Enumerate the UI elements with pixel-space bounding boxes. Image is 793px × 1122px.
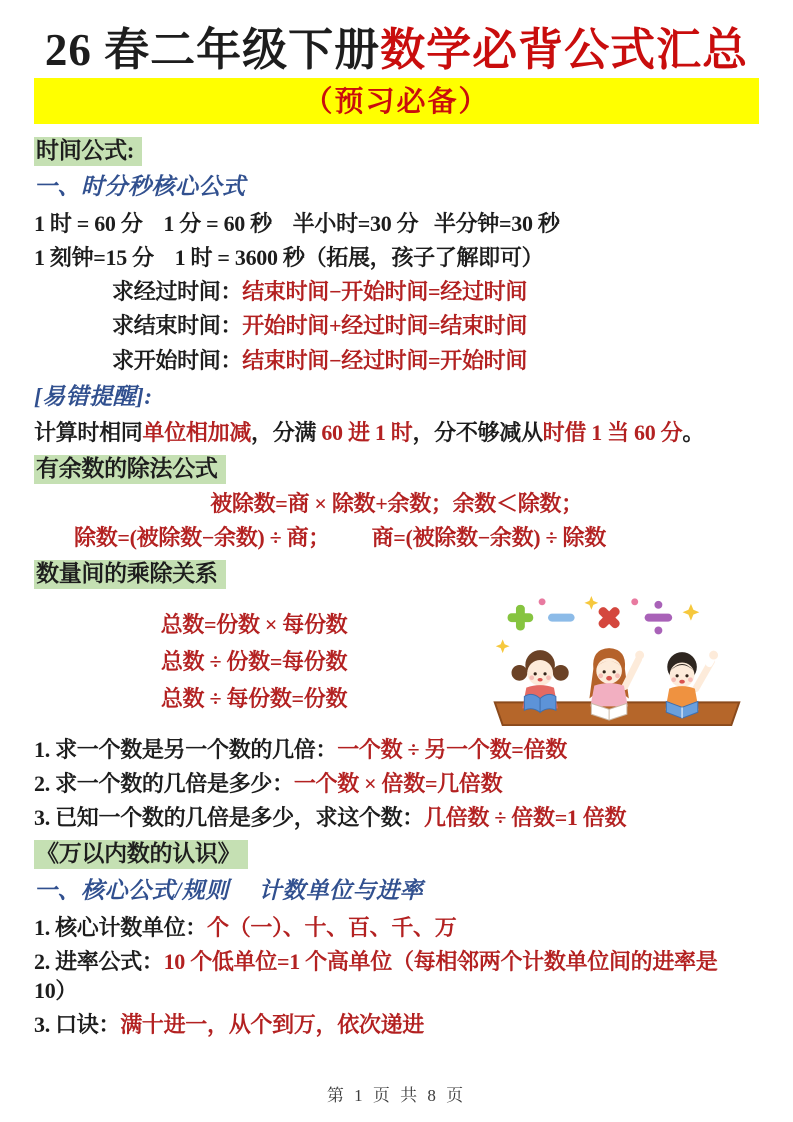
- formula-text: 除数=(被除数−余数) ÷ 商；: [74, 525, 330, 551]
- sparkle-icon: [631, 599, 638, 606]
- text-line: [34, 523, 759, 552]
- label-text: ，分不够减从: [412, 420, 543, 446]
- subsection-header: 一、核心公式/规则 计数单位与进率: [34, 878, 424, 904]
- formula-text: 结束时间−经过时间=开始时间: [242, 347, 528, 373]
- label-text: 计算时相同: [34, 420, 143, 446]
- section-header-chip: 有余数的除法公式: [34, 455, 226, 484]
- subtitle-bar: [34, 78, 759, 124]
- formula-text: 总数 ÷ 份数=每份数: [160, 648, 348, 674]
- section-header-chip: 《万以内数的认识》: [34, 840, 248, 869]
- figure-holder: [474, 592, 759, 730]
- label-text: 2. 进率公式：: [34, 949, 164, 975]
- subtitle-text: （预习必备）: [303, 85, 490, 118]
- section-header: [34, 559, 759, 589]
- divide-icon: [644, 601, 672, 635]
- content-blocks: [34, 136, 759, 1040]
- text-line: [34, 346, 759, 375]
- formula-text: 满十进一，从个到万，依次递进: [120, 1012, 425, 1038]
- formula-text: 60 进 1 时: [321, 420, 413, 446]
- label-text: 1. 核心计数单位：: [34, 915, 208, 941]
- sparkle-icon: [682, 604, 699, 621]
- text-line: [34, 311, 759, 340]
- text-line: [34, 769, 759, 798]
- text-line: [34, 277, 759, 306]
- text-line: [34, 418, 759, 447]
- formula-stack: [34, 606, 474, 717]
- label-text: [330, 525, 372, 550]
- formula-line: [34, 684, 474, 713]
- formula-text: 个（一）、十、百、千、万: [207, 915, 457, 941]
- plus-icon: [507, 605, 533, 631]
- label-text: 1 刻钟=15 分 1 时 = 3600 秒（拓展，孩子了解即可）: [34, 245, 544, 271]
- sparkle-icon: [538, 599, 545, 606]
- formula-text: 几倍数 ÷ 倍数=1 倍数: [424, 805, 627, 831]
- label-text: 2. 求一个数的几倍是多少：: [34, 771, 294, 797]
- label-text: ，分满: [251, 420, 322, 446]
- label-text: 10）: [34, 978, 78, 1004]
- formula-text: 商=(被除数−余数) ÷ 除数: [371, 525, 606, 551]
- section-header: [34, 136, 759, 166]
- formula-text: 被除数=商 × 除数+余数；余数＜除数；: [210, 491, 583, 517]
- label-text: 3. 已知一个数的几倍是多少，求这个数：: [34, 805, 425, 831]
- multiply-icon: [590, 600, 626, 636]
- page-footer: 第 1 页 共 8 页: [326, 1086, 467, 1105]
- children-math-illustration: [488, 592, 746, 730]
- formula-text: 10 个低单位=1 个高单位（每相邻两个计数单位间的进率是: [163, 949, 723, 975]
- section-header: [34, 454, 759, 484]
- page-title-red: 数学必背公式汇总: [380, 25, 749, 75]
- formula-text: 时借 1 当 60 分: [542, 420, 683, 446]
- formula-text: 结束时间−开始时间=经过时间: [242, 279, 528, 305]
- text-line: [34, 209, 759, 238]
- text-line: [34, 489, 759, 518]
- text-line: [34, 803, 759, 832]
- label-text: 3. 口诀：: [34, 1012, 121, 1038]
- formula-text: 一个数 × 倍数=几倍数: [293, 771, 503, 797]
- label-text: 1. 求一个数是另一个数的几倍：: [34, 737, 338, 763]
- text-line: [34, 947, 759, 1005]
- page-title-black: 26 春二年级下册: [44, 25, 381, 75]
- label-text: 求结束时间：: [112, 313, 243, 339]
- text-line: [34, 913, 759, 942]
- section-header: [34, 839, 759, 869]
- formula-text: 总数 ÷ 每份数=份数: [160, 685, 348, 711]
- label-text: 求经过时间：: [112, 279, 243, 305]
- figure-row: [34, 592, 759, 730]
- label-text: 1 时 = 60 分 1 分 = 60 秒 半小时=30 分 半分钟=30 秒: [34, 211, 560, 237]
- formula-text: 总数=份数 × 每份数: [160, 611, 348, 637]
- text-line: [34, 1010, 759, 1039]
- formula-text: 开始时间+经过时间=结束时间: [242, 313, 528, 339]
- formula-text: 单位相加减: [142, 420, 252, 446]
- text-line: [34, 243, 759, 272]
- section-header-chip: 数量间的乘除关系: [34, 560, 226, 589]
- formula-text: 一个数 ÷ 另一个数=倍数: [337, 737, 567, 763]
- minus-icon: [548, 614, 575, 622]
- formula-line: [34, 610, 474, 639]
- section-header-chip: 时间公式:: [34, 137, 142, 166]
- sparkle-icon: [584, 596, 598, 610]
- label-text: 。: [682, 420, 705, 446]
- page-title: [34, 26, 759, 75]
- label-text: 求开始时间：: [112, 347, 243, 373]
- text-line: [34, 735, 759, 764]
- subsection-header: 一、时分秒核心公式: [34, 174, 246, 200]
- subsection-header: [易错提醒]:: [34, 383, 153, 409]
- sparkle-icon: [495, 640, 509, 654]
- formula-line: [34, 647, 474, 676]
